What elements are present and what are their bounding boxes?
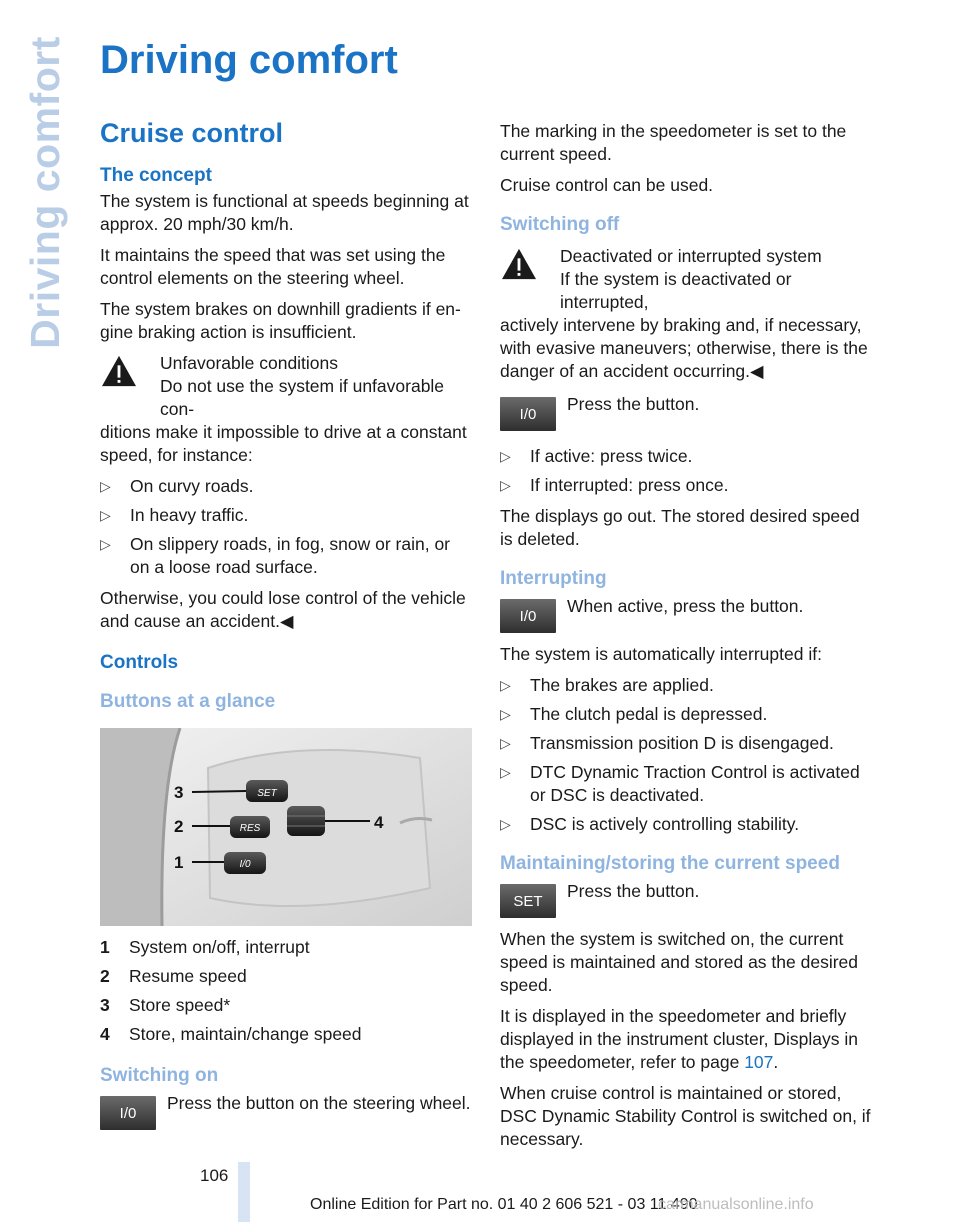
maintaining-paragraph-ref: It is displayed in the speedometer and briefly displayed in the instrument cluster, Displays in the speedometer, refer to page 107. <box>500 1006 858 1072</box>
interrupting-text: When active, press the button. <box>567 596 804 616</box>
right-column <box>500 120 872 1159</box>
section-title-cruise-control: Cruise control <box>100 118 284 148</box>
figure-res-label: RES <box>239 823 261 834</box>
heading-switching-off: Switching off <box>500 214 620 235</box>
heading-buttons-at-a-glance: Buttons at a glance <box>100 691 276 712</box>
bullet-triangle-icon: ▷ <box>500 735 511 751</box>
warning-triangle-icon <box>500 245 560 287</box>
legend-item: 2 Resume speed <box>100 966 247 986</box>
side-chapter-title: Driving comfort <box>21 35 68 349</box>
watermark: carmanualsonline.info <box>658 1196 814 1213</box>
maintaining-paragraph: When cruise control is maintained or stored, DSC Dynamic Stability Control is switched on, if necessary. <box>500 1083 871 1149</box>
figure-io-label: I/0 <box>239 859 251 870</box>
io-button-image: I/0 <box>100 1096 156 1130</box>
list-item: ▷ In heavy traffic. <box>100 505 249 525</box>
after-on-paragraph: Cruise control can be used. <box>500 175 714 195</box>
list-item: ▷ If interrupted: press once. <box>500 475 729 495</box>
interrupting-bullets <box>500 674 872 836</box>
heading-interrupting: Interrupting <box>500 568 607 589</box>
steering-wheel-illustration <box>100 728 472 926</box>
figure-set-label: SET <box>257 788 277 799</box>
chapter-title: Driving comfort <box>100 38 398 82</box>
callout-1: 1 <box>174 853 184 872</box>
switching-off-row <box>500 393 872 431</box>
io-button-image: I/0 <box>500 397 556 431</box>
interrupting-lead: The system is automatically interrupted if: <box>500 644 822 664</box>
bullet-triangle-icon: ▷ <box>500 764 511 780</box>
switching-off-after: The displays go out. The stored desired speed is deleted. <box>500 506 860 549</box>
callout-2: 2 <box>174 817 184 836</box>
warning-body-first: If the system is deactivated or interrupted, <box>560 269 792 312</box>
list-item: ▷ On slippery roads, in fog, snow or rain, or on a loose road surface. <box>100 534 451 577</box>
legend-item: 3 Store speed* <box>100 995 231 1015</box>
legend-item: 1 System on/off, interrupt <box>100 937 310 957</box>
heading-switching-on: Switching on <box>100 1065 219 1086</box>
page-link-107[interactable]: 107 <box>744 1052 774 1072</box>
heading-the-concept: The concept <box>100 165 212 186</box>
list-item: ▷ On curvy roads. <box>100 476 254 496</box>
steering-wheel-buttons-figure <box>100 728 472 926</box>
switching-off-press-text: Press the button. <box>567 394 700 414</box>
warning-body: actively intervene by braking and, if necessary, with evasive maneuvers; otherwise, there is the danger of an accident occurring.◀ <box>500 315 868 381</box>
bullet-triangle-icon: ▷ <box>100 478 111 494</box>
legend-item: 4 Store, maintain/change speed <box>100 1024 362 1044</box>
warning-deactivated-system <box>500 245 872 383</box>
bullet-triangle-icon: ▷ <box>500 706 511 722</box>
bullet-triangle-icon: ▷ <box>500 448 511 464</box>
switching-on-text: Press the button on the steering wheel. <box>167 1093 471 1113</box>
io-button-image: I/0 <box>500 599 556 633</box>
heading-controls: Controls <box>100 652 179 673</box>
switching-off-bullets <box>500 445 872 497</box>
list-item: ▷ DTC Dynamic Traction Control is activated or DSC is deactivated. <box>500 762 860 805</box>
warning-closing: Otherwise, you could lose control of the vehicle and cause an accident.◀ <box>100 588 466 631</box>
maintaining-paragraph: When the system is switched on, the current speed is maintained and stored as the desired speed. <box>500 929 859 995</box>
warning-body-first: Do not use the system if unfavorable con‐ <box>160 376 445 419</box>
list-item: ▷ The brakes are applied. <box>500 675 714 695</box>
maintaining-row <box>500 880 872 918</box>
heading-maintaining-storing: Maintaining/storing the current speed <box>500 853 840 874</box>
bullet-triangle-icon: ▷ <box>100 507 111 523</box>
interrupting-row <box>500 595 872 633</box>
footer-edition-text: Online Edition for Part no. 01 40 2 606 521 - 03 11 490 <box>310 1196 698 1213</box>
bullet-triangle-icon: ▷ <box>500 816 511 832</box>
bullet-triangle-icon: ▷ <box>500 677 511 693</box>
bullet-triangle-icon: ▷ <box>100 536 111 552</box>
concept-paragraph: The system brakes on downhill gradients if en‐gine braking action is insufficient. <box>100 299 461 342</box>
footer-bar <box>238 1162 250 1222</box>
warning-bullets <box>100 475 472 579</box>
callout-4: 4 <box>374 813 384 832</box>
warning-title: Unfavorable conditions <box>160 353 339 373</box>
warning-title: Deactivated or interrupted system <box>560 246 822 266</box>
maintaining-text: Press the button. <box>567 881 700 901</box>
concept-paragraph: It maintains the speed that was set using the control elements on the steering wheel. <box>100 245 446 288</box>
warning-body: ditions make it impossible to drive at a constant speed, for instance: <box>100 422 467 465</box>
list-item: ▷ If active: press twice. <box>500 446 693 466</box>
bullet-triangle-icon: ▷ <box>500 477 511 493</box>
warning-unfavorable-conditions <box>100 352 472 633</box>
left-column <box>100 116 472 1138</box>
page-number: 106 <box>200 1166 229 1185</box>
warning-triangle-icon <box>100 352 160 394</box>
switching-on-row <box>100 1092 472 1130</box>
set-button-image: SET <box>500 884 556 918</box>
list-item: ▷ DSC is actively controlling stability. <box>500 814 800 834</box>
list-item: ▷ Transmission position D is disengaged. <box>500 733 834 753</box>
concept-paragraph: The system is functional at speeds beginning at approx. 20 mph/30 km/h. <box>100 191 469 234</box>
list-item: ▷ The clutch pedal is depressed. <box>500 704 768 724</box>
callout-3: 3 <box>174 783 184 802</box>
figure-legend <box>100 936 472 1046</box>
after-on-paragraph: The marking in the speedometer is set to the current speed. <box>500 121 847 164</box>
